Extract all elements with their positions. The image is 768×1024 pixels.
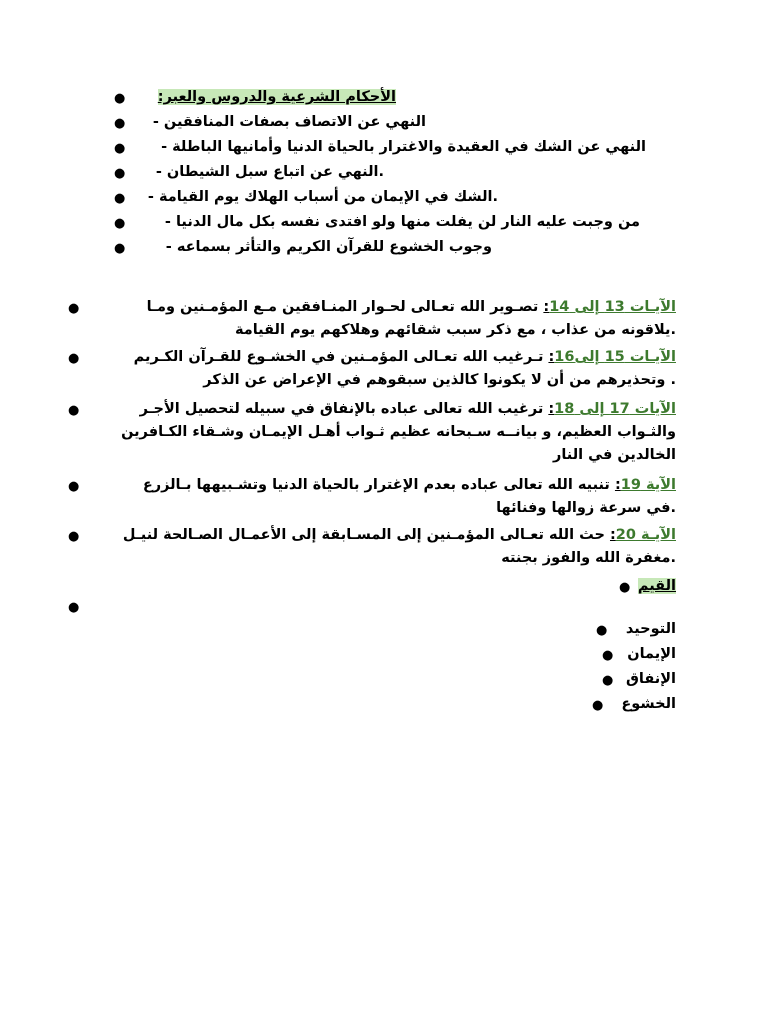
verse-item: الآيات 17 إلى 18: ترغيب الله تعالى عباده بالإنفاق في سبيله لتحصيل الأجـر xyxy=(139,401,676,417)
verse-ref: الآية 19 xyxy=(620,477,676,493)
list-bullet: ● xyxy=(68,529,80,544)
value-item: الخشوع xyxy=(621,696,676,712)
list-bullet: ● xyxy=(619,580,631,595)
list-bullet: ● xyxy=(114,141,126,156)
list-bullet: ● xyxy=(602,673,614,688)
list-item: النهي عن الاتصاف بصفات المنافقين - xyxy=(152,114,426,130)
values-title: القيم xyxy=(637,578,676,594)
list-bullet: ● xyxy=(602,648,614,663)
verse-continuation: . وتحذيرهم من أن لا يكونوا كالذين سبقوهم في الإعراض عن الذكر xyxy=(203,372,676,388)
verse-item: الآية 19: تنبيه الله تعالى عباده بعدم الإغترار بالحياة الدنيا وتشـبيهها بـالزرع xyxy=(142,477,676,493)
list-bullet: ● xyxy=(68,351,80,366)
list-bullet: ● xyxy=(68,479,80,494)
list-bullet: ● xyxy=(114,191,126,206)
list-bullet: ● xyxy=(114,216,126,231)
verse-item: الآيـات 15 إلى16: تـرغيب الله تعـالى المؤمـنين في الخشـوع للقـرآن الكـريم xyxy=(133,349,676,365)
verse-continuation: الخالدين في النار xyxy=(552,447,676,463)
list-bullet: ● xyxy=(114,116,126,131)
list-bullet: ● xyxy=(114,241,126,256)
verse-continuation: .في سرعة زوالها وفنائها xyxy=(496,500,676,516)
list-bullet: ● xyxy=(68,600,80,615)
list-bullet: ● xyxy=(596,623,608,638)
verse-ref: الآيـة 20 xyxy=(615,527,676,543)
list-item: من وجبت عليه النار لن يفلت منها ولو افتدى نفسه بكل مال الدنيا - xyxy=(164,214,640,230)
value-item: الإيمان xyxy=(627,646,676,662)
verse-ref: الآيـات 15 إلى16 xyxy=(554,349,676,365)
verse-continuation: والثـواب العظيم، و بيانــه سـبحانه عظيم ثـواب أهـل الإيمـان وشـقاء الكـافرين xyxy=(121,424,676,440)
value-item: الإنفاق xyxy=(625,671,676,687)
list-item: وجوب الخشوع للقرآن الكريم والتأثر بسماعه - xyxy=(165,239,492,255)
verse-ref: الآيات 17 إلى 18 xyxy=(554,401,676,417)
verse-continuation: .يلاقونه من عذاب ، مع ذكر سبب شقائهم وهلاكهم يوم القيامة xyxy=(234,322,676,338)
value-item: التوحيد xyxy=(625,621,676,637)
verse-continuation: .مغفرة الله والفوز بجنته xyxy=(501,550,676,566)
verse-item: الآيـات 13 إلى 14: تصـوير الله تعـالى لحـوار المنـافقين مـع المؤمـنين ومـا xyxy=(146,299,676,315)
verse-ref: الآيـات 13 إلى 14 xyxy=(549,299,676,315)
list-item: .الشك في الإيمان من أسباب الهلاك يوم القيامة - xyxy=(147,189,498,205)
rulings-title: الأحكام الشرعية والدروس والعبر: xyxy=(157,89,396,105)
list-item: .النهي عن اتباع سبل الشيطان - xyxy=(155,164,384,180)
list-bullet: ● xyxy=(68,403,80,418)
list-bullet: ● xyxy=(114,166,126,181)
list-bullet: ● xyxy=(114,91,126,106)
list-item: النهي عن الشك في العقيدة والاغترار بالحياة الدنيا وأمانيها الباطلة - xyxy=(161,139,646,155)
verse-item: الآيـة 20: حث الله تعـالى المؤمـنين إلى المسـابقة إلى الأعمـال الصـالحة لنيـل xyxy=(122,527,676,543)
list-bullet: ● xyxy=(68,301,80,316)
list-bullet: ● xyxy=(592,698,604,713)
